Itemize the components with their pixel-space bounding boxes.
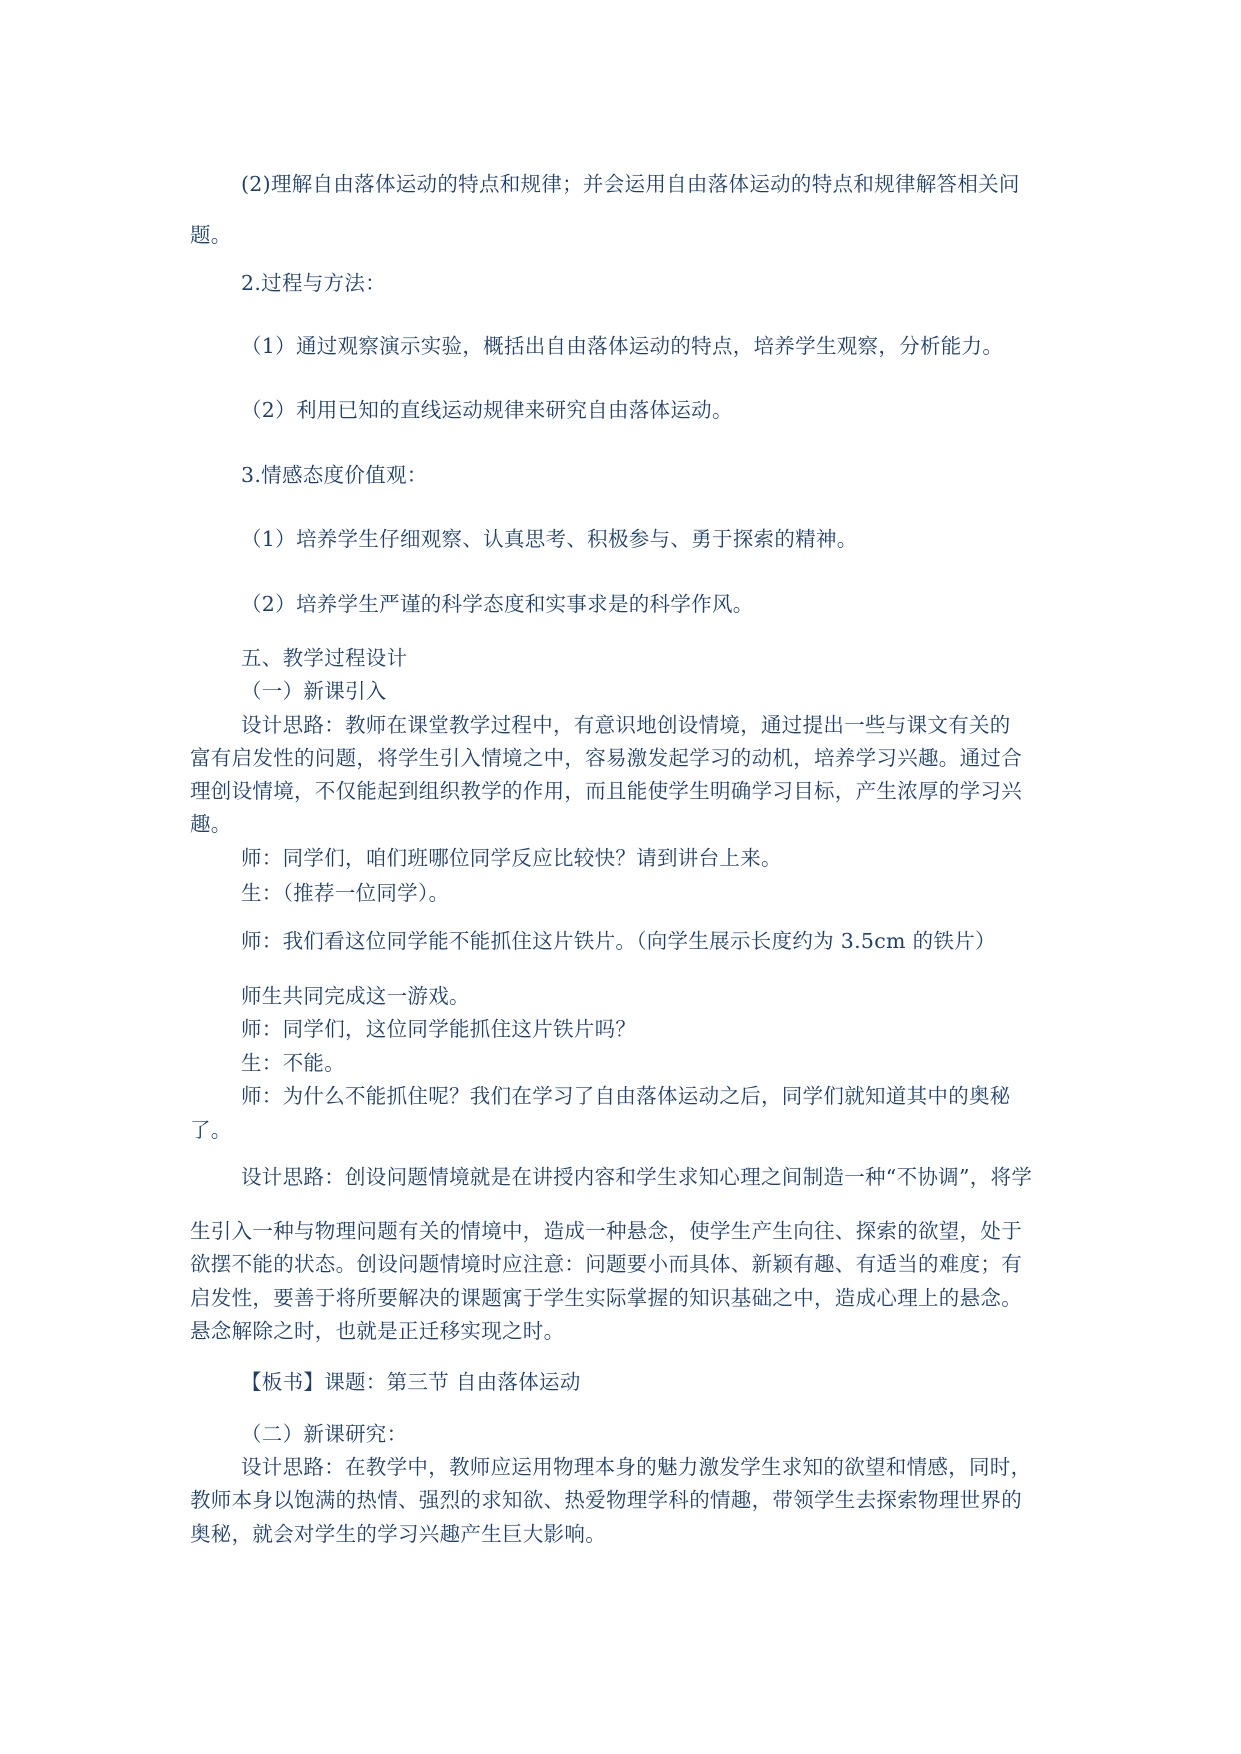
dialog-line-3: 师：我们看这位同学能不能抓住这片铁片。（向学生展示长度约为 3.5cm 的铁片） bbox=[241, 929, 996, 953]
dialog-line-7a: 师：为什么不能抓住呢？我们在学习了自由落体运动之后，同学们就知道其中的奥秘 bbox=[241, 1084, 1011, 1108]
dialog-line-1: 师：同学们，咱们班哪位同学反应比较快？请到讲台上来。 bbox=[241, 846, 782, 870]
process-method-heading: 2.过程与方法： bbox=[241, 271, 386, 295]
design-idea-3-line-2: 教师本身以饱满的热情、强烈的求知欲、热爱物理学科的情趣，带领学生去探索物理世界的 bbox=[190, 1488, 1022, 1512]
design-idea-3-line-1: 设计思路：在教学中，教师应运用物理本身的魅力激发学生求知的欲望和情感，同时， bbox=[241, 1455, 1032, 1479]
emotion-item-2: （2）培养学生严谨的科学态度和实事求是的科学作风。 bbox=[241, 592, 754, 616]
section-heading: 五、教学过程设计 bbox=[241, 646, 408, 670]
objective-2-line-1: (2)理解自由落体运动的特点和规律；并会运用自由落体运动的特点和规律解答相关问 bbox=[241, 172, 1020, 196]
part-1-heading: （一）新课引入 bbox=[241, 679, 387, 703]
design-idea-1-line-1: 设计思路：教师在课堂教学过程中，有意识地创设情境，通过提出一些与课文有关的 bbox=[241, 713, 1011, 737]
dialog-line-2: 生：（推荐一位同学）。 bbox=[241, 881, 450, 905]
design-idea-2-line-1: 设计思路：创设问题情境就是在讲授内容和学生求知心理之间制造一种“不协调”，将学 bbox=[241, 1165, 1033, 1189]
objective-2-line-2: 题。 bbox=[190, 223, 232, 247]
emotion-item-1: （1）培养学生仔细观察、认真思考、积极参与、勇于探索的精神。 bbox=[241, 527, 858, 551]
process-item-2: （2）利用已知的直线运动规律来研究自由落体运动。 bbox=[241, 398, 733, 422]
dialog-line-6: 生：不能。 bbox=[241, 1051, 345, 1075]
dialog-line-7b: 了。 bbox=[190, 1118, 232, 1142]
design-idea-2-line-2: 生引入一种与物理问题有关的情境中，造成一种悬念，使学生产生向往、探索的欲望，处于 bbox=[190, 1219, 1022, 1243]
part-2-heading: （二）新课研究： bbox=[241, 1422, 408, 1446]
design-idea-2-line-3: 欲摆不能的状态。创设问题情境时应注意：问题要小而具体、新颖有趣、有适当的难度；有 bbox=[190, 1252, 1022, 1276]
design-idea-2-line-4: 启发性，要善于将所要解决的课题寓于学生实际掌握的知识基础之中，造成心理上的悬念。 bbox=[190, 1286, 1022, 1310]
design-idea-2-line-5: 悬念解除之时，也就是正迁移实现之时。 bbox=[190, 1319, 565, 1343]
design-idea-1-line-2: 富有启发性的问题，将学生引入情境之中，容易激发起学习的动机，培养学习兴趣。通过合 bbox=[190, 746, 1022, 770]
board-title: 【板书】课题：第三节 自由落体运动 bbox=[241, 1370, 581, 1394]
design-idea-1-line-4: 趣。 bbox=[190, 812, 232, 836]
dialog-line-5: 师：同学们，这位同学能抓住这片铁片吗？ bbox=[241, 1017, 637, 1041]
emotion-heading: 3.情感态度价值观： bbox=[241, 463, 428, 487]
process-item-1: （1）通过观察演示实验，概括出自由落体运动的特点，培养学生观察，分析能力。 bbox=[241, 334, 1004, 358]
design-idea-1-line-3: 理创设情境，不仅能起到组织教学的作用，而且能使学生明确学习目标，产生浓厚的学习兴 bbox=[190, 779, 1022, 803]
dialog-line-4: 师生共同完成这一游戏。 bbox=[241, 984, 470, 1008]
design-idea-3-line-3: 奥秘，就会对学生的学习兴趣产生巨大影响。 bbox=[190, 1522, 606, 1546]
